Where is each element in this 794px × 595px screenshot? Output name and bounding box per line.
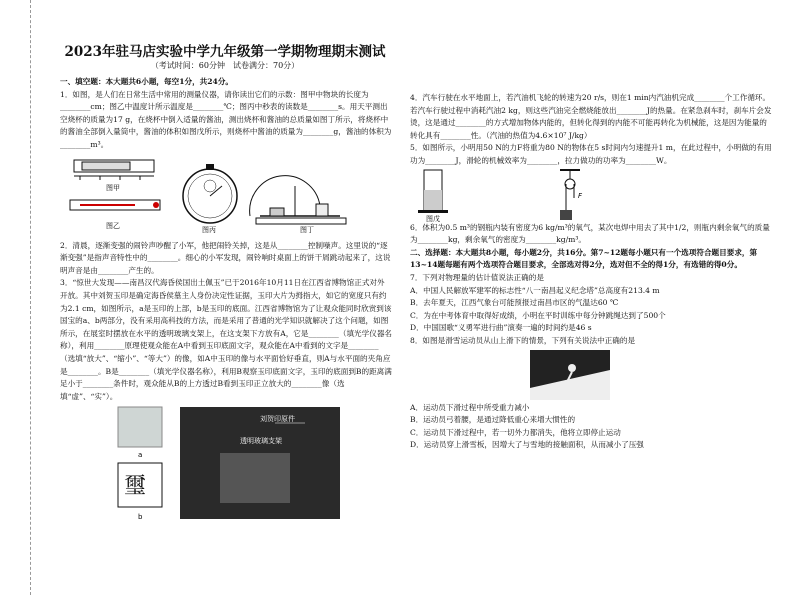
question-2: 2．清晨，逐渐变强的闹铃声吵醒了小军，他把闹铃关掉，这是从________控制噪声。这里说的“逐渐变强”是指声音特性中的________。细心的小军发现，闹铃响时桌面上的饼干屑跳动起来了，这说明声音是由________产生的。: [60, 240, 391, 275]
cylinder-pulley-figures: [410, 168, 774, 222]
fig-label-jia: 图甲: [106, 183, 120, 192]
q8-option-a: A．运动员下滑过程中所受重力减小: [410, 402, 530, 412]
exam-subtitle: （考试时间：60分钟 试卷满分：70分）: [150, 61, 300, 70]
photo-label-b: b: [138, 513, 143, 522]
photo-label-stand: 透明玻璃支架: [240, 437, 282, 446]
measurement-figures: [60, 156, 392, 234]
q7-option-b: B．去年夏天，江西气象台可能预报过南昌市区的气温达60 ℃: [410, 298, 619, 308]
thermometer-figure: [70, 200, 160, 210]
jade-seal-photos: [60, 403, 392, 533]
skier-photo: [410, 348, 774, 402]
q8-option-d: D．运动员穿上滑雪板，因增大了与雪地的接触面积，从而减小了压强: [410, 440, 644, 450]
exam-title: 2023年驻马店实验中学九年级第一学期物理期末测试: [64, 44, 386, 60]
question-4: 4．汽车行驶在水平地面上，若汽油机飞轮的转速为20 r/s，则在1 min内汽油机完成________个工作循环。若汽车行驶过程中消耗汽油2 kg，则这些汽油完全燃烧能放出________J的热量。在紧急刹车时，刹车片会发烫，这是通过________的方式增加物体内能的，但转化得到的内能不可能再转化为机械能，这是因为能量的转化具有________性。（汽油的热值为4.6×10⁷ J/kg）: [410, 93, 772, 140]
svg-text:璽: 璽: [124, 474, 147, 500]
balance-figure: [250, 175, 346, 223]
fig-label-ding: 图丁: [300, 225, 314, 234]
question-1: 1．如图，是人们在日常生活中常用的测量仪器，请你读出它们的示数：图甲中物块的长度为________cm；图乙中温度计所示温度是________℃；图丙中秒表的读数是________s。用天平测出空烧杯的质量为17 g，在烧杯中倒入适量的酱油，测出烧杯和酱油的总质量如图丁所示，将烧杯中的酱油全部倒入量筒中，酱油的体积如图戊所示，则烧杯中酱油的质量为________g，酱油的体积为________m³。: [60, 89, 392, 149]
figure-row-q1: [60, 156, 392, 234]
q8-option-b: B．运动员弓着腰，是通过降低重心来增大惯性的: [410, 415, 576, 425]
left-column: [60, 76, 392, 533]
photo-label-a: a: [138, 451, 143, 460]
question-3: 3．“惊世大发现——南昌汉代海昏侯国出土佩玉”已于2016年10月11日在江西省博物馆正式对外开放。其中刘贺玉印是确定海昏侯墓主人身份决定性证据，玉印大片为拇指大，如它的宽度只有约为2.1 cm，如图所示，a是玉印的上部，b是玉印的底面。江西省博物馆为了让观众能同时欣赏到该国宝的a、b两部分，没有采用高科技的方法，而是采用了普通的光学知识就解决了这个问题，如图所示，在展室时摆放在水平的透明玻璃支架上，在这支架下方放有A，它是________（填光学仪器名称），利用________原理使观众能在A中看到玉印底面文字，观众能在A中看到的文字是________（选填“放大”、“缩小”、“等大”）的像，如A中玉印的像与水平面恰好垂直，则A与水平面的夹角应是________。B是________（填光学仪器名称），利用B观察玉印底面文字，玉印的底面到B的距离满足小于________条件时，观众能从B的上方透过B看到玉印正立放大的________像（选填“虚”、“实”）。: [60, 278, 393, 401]
fig-label-yi: 图乙: [106, 221, 120, 230]
q7-option-c: C．为在中考体育中取得好成绩，小明在平时训练中每分钟跳绳达到了500个: [410, 310, 666, 320]
binding-margin: [0, 0, 31, 595]
question-8: 8．如图是滑雪运动员从山上滑下的情景，下列有关说法中正确的是: [410, 335, 636, 345]
question-5: 5．如图所示，小明用50 N的力F将重为80 N的物体在5 s时间内匀速提升1 m，在此过程中，小明做的有用功为________J，滑轮的机械效率为________，拉力做功的功率为________W。: [410, 143, 772, 165]
question-6: 6．体积为0.5 m³的钢瓶内装有密度为6 kg/m³的氧气，某次电焊中用去了其中1/2，则瓶内剩余氧气的质量为________kg，剩余氧气的密度为________kg/m³。: [410, 222, 770, 245]
q7-option-a: A．中国人民解放军建军的标志性“八一南昌起义纪念塔”总高度有213.4 m: [410, 285, 660, 295]
q8-option-c: C．运动员下滑过程中，若一切外力都消失，他将立即停止运动: [410, 427, 621, 437]
force-label: F: [578, 191, 583, 200]
figure-row-q5: [410, 168, 774, 222]
skier-figure: [410, 348, 774, 402]
right-column: [410, 92, 774, 452]
q7-option-d: D．中国国歌“义勇军进行曲”演奏一遍的时间约是46 s: [410, 323, 592, 333]
question-7: 7．下列对物理量的估计值说法正确的是: [410, 272, 544, 282]
fig-label-wu: 图戊: [426, 214, 440, 222]
photo-label-original: 刘贺印原件: [260, 415, 295, 424]
ruler-figure: [74, 160, 154, 180]
pulley-figure: [560, 170, 580, 220]
fig-label-bing: 图丙: [202, 225, 216, 234]
jade-seal-figure: [60, 403, 392, 533]
section2-heading: 二、选择题：本大题共8小题，每小题2分，共16分。第7~12题每小题只有一个选项符合题目要求，第13~14题每题有两个选项符合题目要求，全部选对得2分，选对但不全的得1分，有选错的得0分。: [410, 247, 758, 270]
stopwatch-figure: [183, 164, 237, 223]
measuring-cylinder-figure: [418, 170, 448, 213]
section1-heading: 一、填空题：本大题共6小题，每空1分，共24分。: [60, 77, 234, 86]
